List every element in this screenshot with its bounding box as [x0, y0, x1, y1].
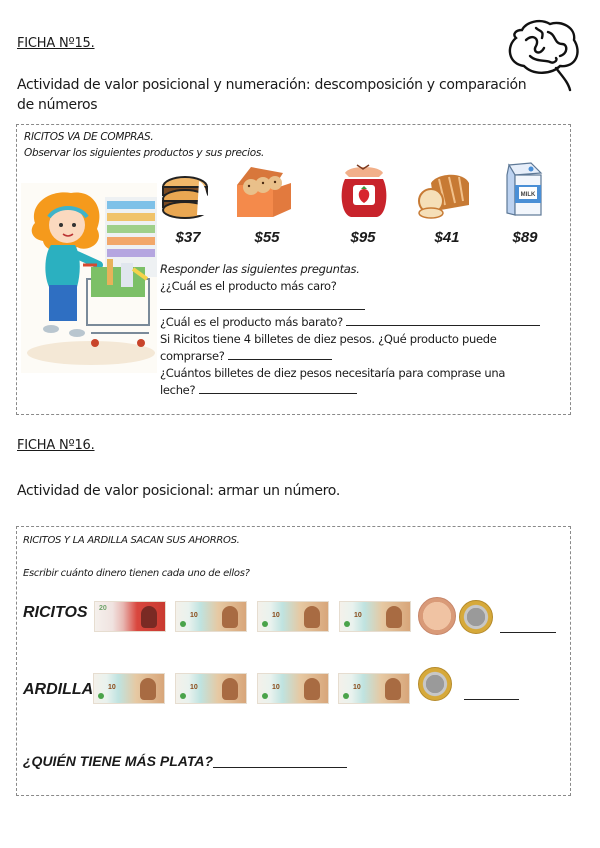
price-leche: $89 — [512, 229, 538, 246]
portrait-icon — [386, 606, 402, 628]
milk-carton-icon — [501, 159, 545, 219]
portrait-icon — [222, 678, 238, 700]
seal-icon — [343, 693, 349, 699]
ficha-16-activity: Actividad de valor posicional: armar un número. — [17, 483, 340, 499]
bill-value: 20 — [99, 605, 107, 612]
milk-label: MILK — [520, 192, 536, 198]
question-1: ¿¿Cuál es el producto más caro? — [160, 279, 337, 293]
bread-loaf-icon — [417, 171, 473, 221]
coin-1-peso-icon — [418, 597, 456, 635]
price-pan: $41 — [434, 229, 460, 246]
price-alfajor: $37 — [175, 229, 201, 246]
bill-10-icon — [339, 601, 411, 632]
portrait-icon — [140, 678, 156, 700]
box-title: RICITOS Y LA ARDILLA SACAN SUS AHORROS. — [23, 535, 240, 546]
portrait-icon — [385, 678, 401, 700]
jam-jar-icon — [339, 161, 389, 221]
bill-value: 10 — [272, 612, 280, 619]
answer-line-3[interactable] — [228, 348, 332, 360]
answer-line-2[interactable] — [346, 314, 540, 326]
price-galletitas: $55 — [254, 229, 280, 246]
bill-value: 10 — [190, 612, 198, 619]
bill-10-icon — [257, 601, 329, 632]
instructions: Responder las siguientes preguntas. — [160, 262, 360, 276]
ficha-16-box — [16, 526, 571, 796]
price-mermelada: $95 — [350, 229, 376, 246]
alfajor-icon — [161, 175, 211, 221]
girl-shopping-cart-illustration — [21, 183, 157, 373]
ficha-16-title: FICHA Nº16. — [17, 438, 95, 453]
ficha-15-box — [16, 124, 571, 415]
portrait-icon — [304, 678, 320, 700]
bill-10-icon — [93, 673, 165, 704]
seal-icon — [180, 621, 186, 627]
box-title: RICITOS VA DE COMPRAS. — [24, 131, 154, 143]
bill-value: 10 — [353, 684, 361, 691]
final-answer-line[interactable] — [213, 767, 347, 768]
ricitos-label: RICITOS — [23, 604, 88, 621]
seal-icon — [262, 621, 268, 627]
seal-icon — [344, 621, 350, 627]
portrait-icon — [304, 606, 320, 628]
ricitos-answer-line[interactable] — [500, 632, 556, 633]
bill-value: 10 — [108, 684, 116, 691]
question-2-row — [160, 314, 540, 331]
cookie-box-icon — [233, 165, 293, 221]
seal-icon — [262, 693, 268, 699]
question-3: Si Ricitos tiene 4 billetes de diez pesos. ¿Qué producto puede — [160, 332, 497, 346]
coin-2-pesos-icon — [418, 667, 452, 701]
bill-value: 10 — [272, 684, 280, 691]
bill-10-icon — [257, 673, 329, 704]
final-question: ¿QUIÉN TIENE MÁS PLATA? — [23, 753, 214, 769]
answer-line-1[interactable] — [160, 298, 365, 310]
portrait-icon — [141, 606, 157, 628]
ardilla-label: ARDILLA — [23, 681, 94, 698]
question-4-row — [160, 382, 357, 399]
bill-10-icon — [175, 673, 247, 704]
bill-20-icon — [94, 601, 166, 632]
bill-value: 10 — [190, 684, 198, 691]
seal-icon — [180, 693, 186, 699]
seal-icon — [98, 693, 104, 699]
bill-10-icon — [338, 673, 410, 704]
bill-10-icon — [175, 601, 247, 632]
question-4: ¿Cuántos billetes de diez pesos necesitaría para comprase una — [160, 366, 506, 380]
question-4-cont: leche? — [160, 383, 196, 397]
answer-line-4[interactable] — [199, 382, 357, 394]
question-3-cont: comprarse? — [160, 349, 225, 363]
ficha-15-activity — [17, 75, 577, 115]
activity-line-1: Actividad de valor posicional y numeración: descomposición y comparación — [17, 77, 527, 93]
ardilla-answer-line[interactable] — [464, 699, 519, 700]
bill-value: 10 — [354, 612, 362, 619]
question-3-row — [160, 348, 332, 365]
question-2: ¿Cuál es el producto más barato? — [160, 315, 343, 329]
coin-2-pesos-icon — [459, 600, 493, 634]
activity-line-2: de números — [17, 97, 98, 113]
portrait-icon — [222, 606, 238, 628]
box-subtitle: Observar los siguientes productos y sus precios. — [24, 147, 265, 159]
box-subtitle: Escribir cuánto dinero tienen cada uno de ellos? — [23, 568, 250, 579]
final-question-row — [23, 753, 213, 769]
ficha-15-title: FICHA Nº15. — [17, 36, 95, 51]
